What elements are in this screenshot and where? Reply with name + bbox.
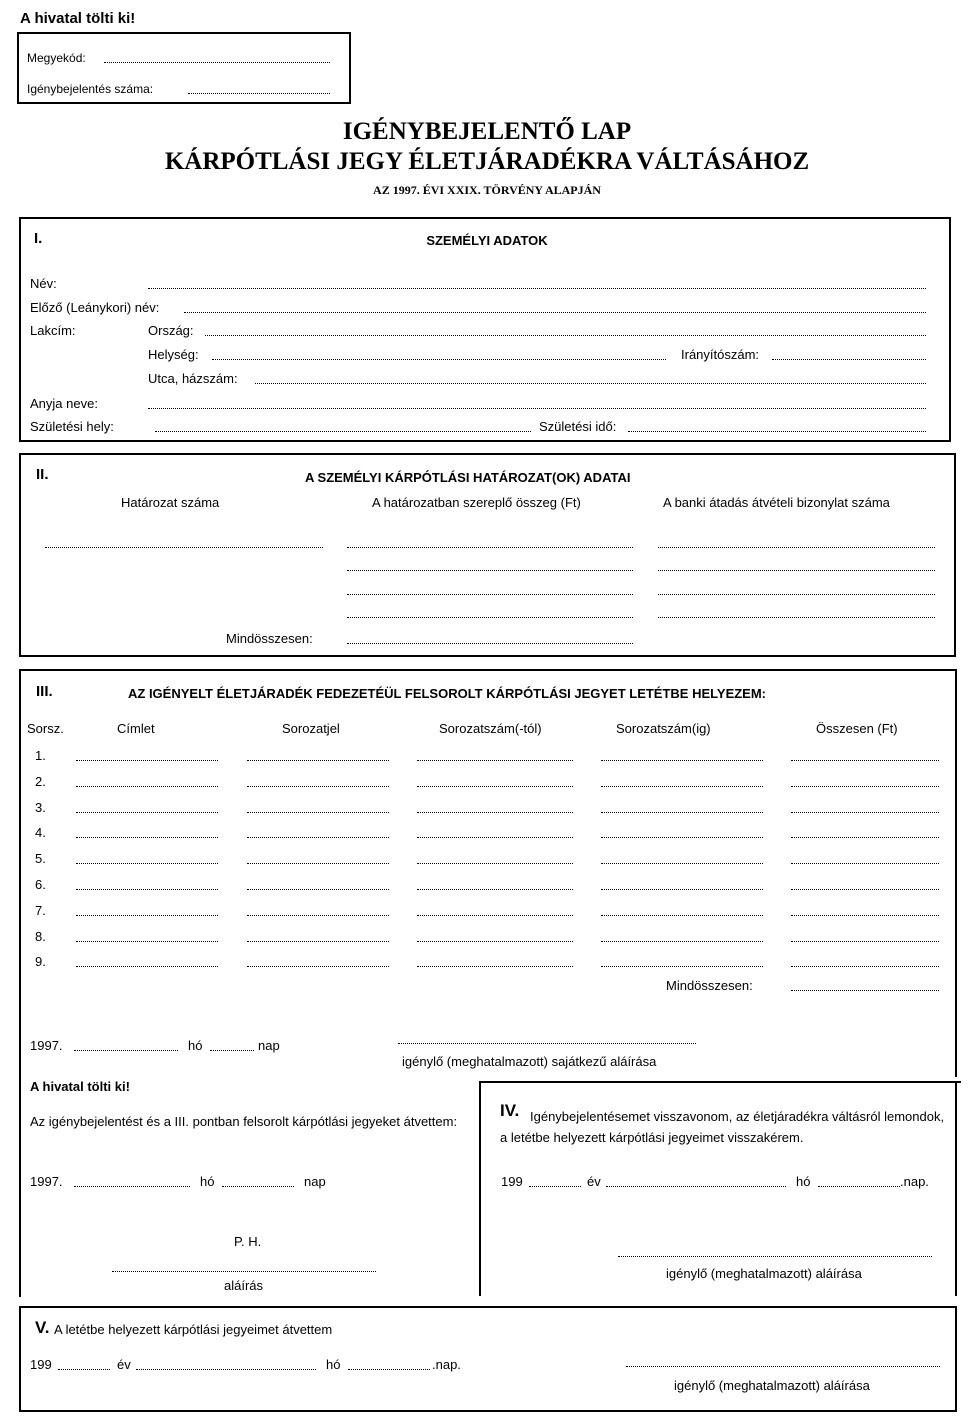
birthdate-field[interactable] (628, 431, 926, 432)
country-label: Ország: (148, 323, 194, 338)
office-fills-label: A hivatal tölti ki! (20, 10, 136, 27)
office-heading: A hivatal tölti ki! (30, 1079, 130, 1094)
mother-label: Anyja neve: (30, 396, 98, 411)
col-serial: Sorsz. (27, 721, 64, 736)
office-signature-caption: aláírás (224, 1278, 264, 1293)
address-label: Lakcím: (30, 323, 76, 338)
bank-receipt-header: A banki átadás átvételi bizonylat száma (663, 495, 890, 510)
serial-from-field[interactable] (417, 889, 573, 890)
section-3-month-field[interactable] (210, 1050, 254, 1051)
decision-amount-field[interactable] (347, 594, 633, 595)
section-2-heading: A SZEMÉLYI KÁRPÓTLÁSI HATÁROZAT(OK) ADATAI (305, 470, 631, 485)
col-series: Sorozatjel (282, 721, 340, 736)
section-5-ev-label: év (117, 1357, 131, 1372)
mother-field[interactable] (148, 408, 926, 409)
serial-to-field[interactable] (601, 889, 763, 890)
section-4-ev-label: év (587, 1174, 601, 1189)
denomination-field[interactable] (76, 941, 218, 942)
row-total-field[interactable] (791, 786, 939, 787)
row-number: 2. (35, 773, 46, 789)
row-number: 8. (35, 928, 46, 944)
section-5-signature-caption: igénylő (meghatalmazott) aláírása (674, 1378, 870, 1393)
section-2-numeral: II. (36, 466, 49, 483)
office-section-frame (19, 1077, 479, 1297)
section-5-year-label: 199 (30, 1357, 52, 1372)
section-4-month-field[interactable] (818, 1186, 900, 1187)
decision-amount-field[interactable] (347, 617, 633, 618)
section-3-total-label: Mindösszesen: (666, 978, 753, 993)
row-number: 9. (35, 954, 46, 970)
denomination-field[interactable] (76, 915, 218, 916)
series-field[interactable] (247, 966, 389, 967)
office-year-label: 1997. (30, 1174, 63, 1189)
bank-receipt-field[interactable] (658, 594, 935, 595)
decision-number-field[interactable] (45, 547, 323, 548)
section-3-signature-field[interactable] (398, 1043, 696, 1044)
col-total: Összesen (Ft) (816, 721, 898, 736)
row-total-field[interactable] (791, 915, 939, 916)
section-4-ev-field[interactable] (606, 1186, 786, 1187)
series-field[interactable] (247, 837, 389, 838)
row-total-field[interactable] (791, 889, 939, 890)
decision-amount-field[interactable] (347, 570, 633, 571)
city-label: Helység: (148, 347, 199, 362)
series-field[interactable] (247, 889, 389, 890)
serial-to-field[interactable] (601, 760, 763, 761)
request-number-label: Igénybejelentés száma: (27, 82, 154, 96)
section-4-signature-caption: igénylő (meghatalmazott) aláírása (666, 1266, 862, 1281)
serial-from-field[interactable] (417, 812, 573, 813)
title-line1: IGÉNYBEJELENTŐ LAP (342, 118, 632, 145)
section-4-signature-field[interactable] (618, 1256, 932, 1257)
serial-from-field[interactable] (417, 966, 573, 967)
section-4-year-label: 199 (501, 1174, 523, 1189)
bank-receipt-field[interactable] (658, 617, 935, 618)
serial-to-field[interactable] (601, 863, 763, 864)
row-number: 5. (35, 851, 46, 867)
section-3-month-label: hó (188, 1038, 203, 1053)
street-label: Utca, házszám: (148, 371, 238, 386)
office-year-field[interactable] (74, 1186, 190, 1187)
title-line3: AZ 1997. ÉVI XXIX. TÖRVÉNY ALAPJÁN (373, 183, 601, 197)
row-total-field[interactable] (791, 837, 939, 838)
birthdate-label: Születési idő: (539, 419, 617, 434)
city-field[interactable] (212, 359, 666, 360)
section-5-ev-field[interactable] (136, 1369, 316, 1370)
section-5-signature-field[interactable] (626, 1366, 940, 1367)
section-3-year-label: 1997. (30, 1038, 63, 1053)
title-line2: KÁRPÓTLÁSI JEGY ÉLETJÁRADÉKRA VÁLTÁSÁHOZ (164, 148, 810, 175)
bank-receipt-field[interactable] (658, 547, 935, 548)
section-1-heading: SZEMÉLYI ADATOK (426, 233, 548, 248)
serial-to-field[interactable] (601, 915, 763, 916)
series-field[interactable] (247, 760, 389, 761)
section-4-text: Igénybejelentésemet visszavonom, az életjáradékra váltásról lemondok, a letétbe helyezett kárpótlási jegyeimet visszakérem. (500, 1109, 945, 1145)
section-5-month-label: hó (326, 1357, 341, 1372)
section-3-heading: AZ IGÉNYELT ÉLETJÁRADÉK FEDEZETÉÜL FELSOROLT KÁRPÓTLÁSI JEGYET LETÉTBE HELYEZEM: (128, 686, 767, 701)
denomination-field[interactable] (76, 812, 218, 813)
row-total-field[interactable] (791, 941, 939, 942)
decision-number-header: Határozat száma (121, 495, 220, 510)
denomination-field[interactable] (76, 760, 218, 761)
series-field[interactable] (247, 786, 389, 787)
section-4-year-field[interactable] (529, 1186, 581, 1187)
series-field[interactable] (247, 915, 389, 916)
denomination-field[interactable] (76, 837, 218, 838)
office-stamp: P. H. (234, 1234, 262, 1249)
serial-from-field[interactable] (417, 760, 573, 761)
row-total-field[interactable] (791, 966, 939, 967)
serial-from-field[interactable] (417, 941, 573, 942)
street-field[interactable] (255, 383, 926, 384)
section-1-numeral: I. (34, 230, 43, 247)
row-total-field[interactable] (791, 812, 939, 813)
zip-field[interactable] (772, 359, 926, 360)
row-number: 6. (35, 877, 46, 892)
col-serial-from: Sorozatszám(-tól) (439, 721, 542, 736)
denomination-field[interactable] (76, 863, 218, 864)
decision-amount-header: A határozatban szereplő összeg (Ft) (372, 495, 581, 510)
serial-from-field[interactable] (417, 786, 573, 787)
request-number-field[interactable] (188, 93, 330, 94)
section-4-numeral: IV. (500, 1101, 520, 1120)
section-4-month-label: hó (796, 1174, 811, 1189)
series-field[interactable] (247, 941, 389, 942)
serial-to-field[interactable] (601, 786, 763, 787)
row-total-field[interactable] (791, 863, 939, 864)
row-number: 3. (35, 799, 46, 815)
denomination-field[interactable] (76, 786, 218, 787)
col-serial-to: Sorozatszám(ig) (616, 721, 711, 736)
serial-from-field[interactable] (417, 837, 573, 838)
section-3-total-field[interactable] (791, 990, 939, 991)
county-code-label: Megyekód: (27, 51, 86, 65)
row-total-field[interactable] (791, 760, 939, 761)
serial-from-field[interactable] (417, 863, 573, 864)
section-4-day-label: .nap. (900, 1174, 929, 1189)
row-number: 4. (35, 825, 46, 841)
name-field[interactable] (148, 288, 926, 289)
office-signature-field[interactable] (112, 1271, 376, 1272)
denomination-field[interactable] (76, 889, 218, 890)
serial-to-field[interactable] (601, 966, 763, 967)
prev-name-label: Előző (Leánykori) név: (30, 300, 160, 315)
section-5-numeral: V. (35, 1318, 50, 1337)
section-3-year-field[interactable] (74, 1050, 178, 1051)
series-field[interactable] (247, 863, 389, 864)
section-5-text: A letétbe helyezett kárpótlási jegyeimet átvettem (54, 1322, 333, 1337)
county-code-field[interactable] (104, 62, 330, 63)
name-label: Név: (30, 276, 57, 291)
office-text: Az igénybejelentést és a III. pontban felsorolt kárpótlási jegyeket átvettem: (30, 1114, 458, 1129)
office-month-label: hó (200, 1174, 215, 1189)
denomination-field[interactable] (76, 966, 218, 967)
section-5-year-field[interactable] (58, 1369, 110, 1370)
section-3-signature-caption: igénylő (meghatalmazott) sajátkezű aláírása (402, 1054, 657, 1069)
series-field[interactable] (247, 812, 389, 813)
serial-to-field[interactable] (601, 812, 763, 813)
birthplace-field[interactable] (155, 431, 531, 432)
office-month-field[interactable] (222, 1186, 294, 1187)
country-field[interactable] (205, 335, 926, 336)
section-2-total-field[interactable] (347, 643, 633, 644)
row-number: 7. (35, 902, 46, 918)
decision-amount-field[interactable] (347, 547, 633, 548)
section-3-day-label: nap (258, 1038, 280, 1053)
bank-receipt-field[interactable] (658, 570, 935, 571)
section-5-month-field[interactable] (348, 1369, 430, 1370)
serial-to-field[interactable] (601, 837, 763, 838)
col-denomination: Címlet (117, 721, 155, 736)
serial-from-field[interactable] (417, 915, 573, 916)
section-4-shadow (479, 1081, 961, 1091)
zip-label: Irányítószám: (681, 347, 760, 362)
section-5-day-label: .nap. (432, 1357, 461, 1372)
office-day-label: nap (304, 1174, 326, 1189)
serial-to-field[interactable] (601, 941, 763, 942)
row-number: 1. (35, 748, 46, 763)
prev-name-field[interactable] (184, 312, 926, 313)
section-2-total-label: Mindösszesen: (226, 631, 313, 646)
section-3-numeral: III. (36, 683, 53, 700)
birthplace-label: Születési hely: (30, 419, 114, 434)
